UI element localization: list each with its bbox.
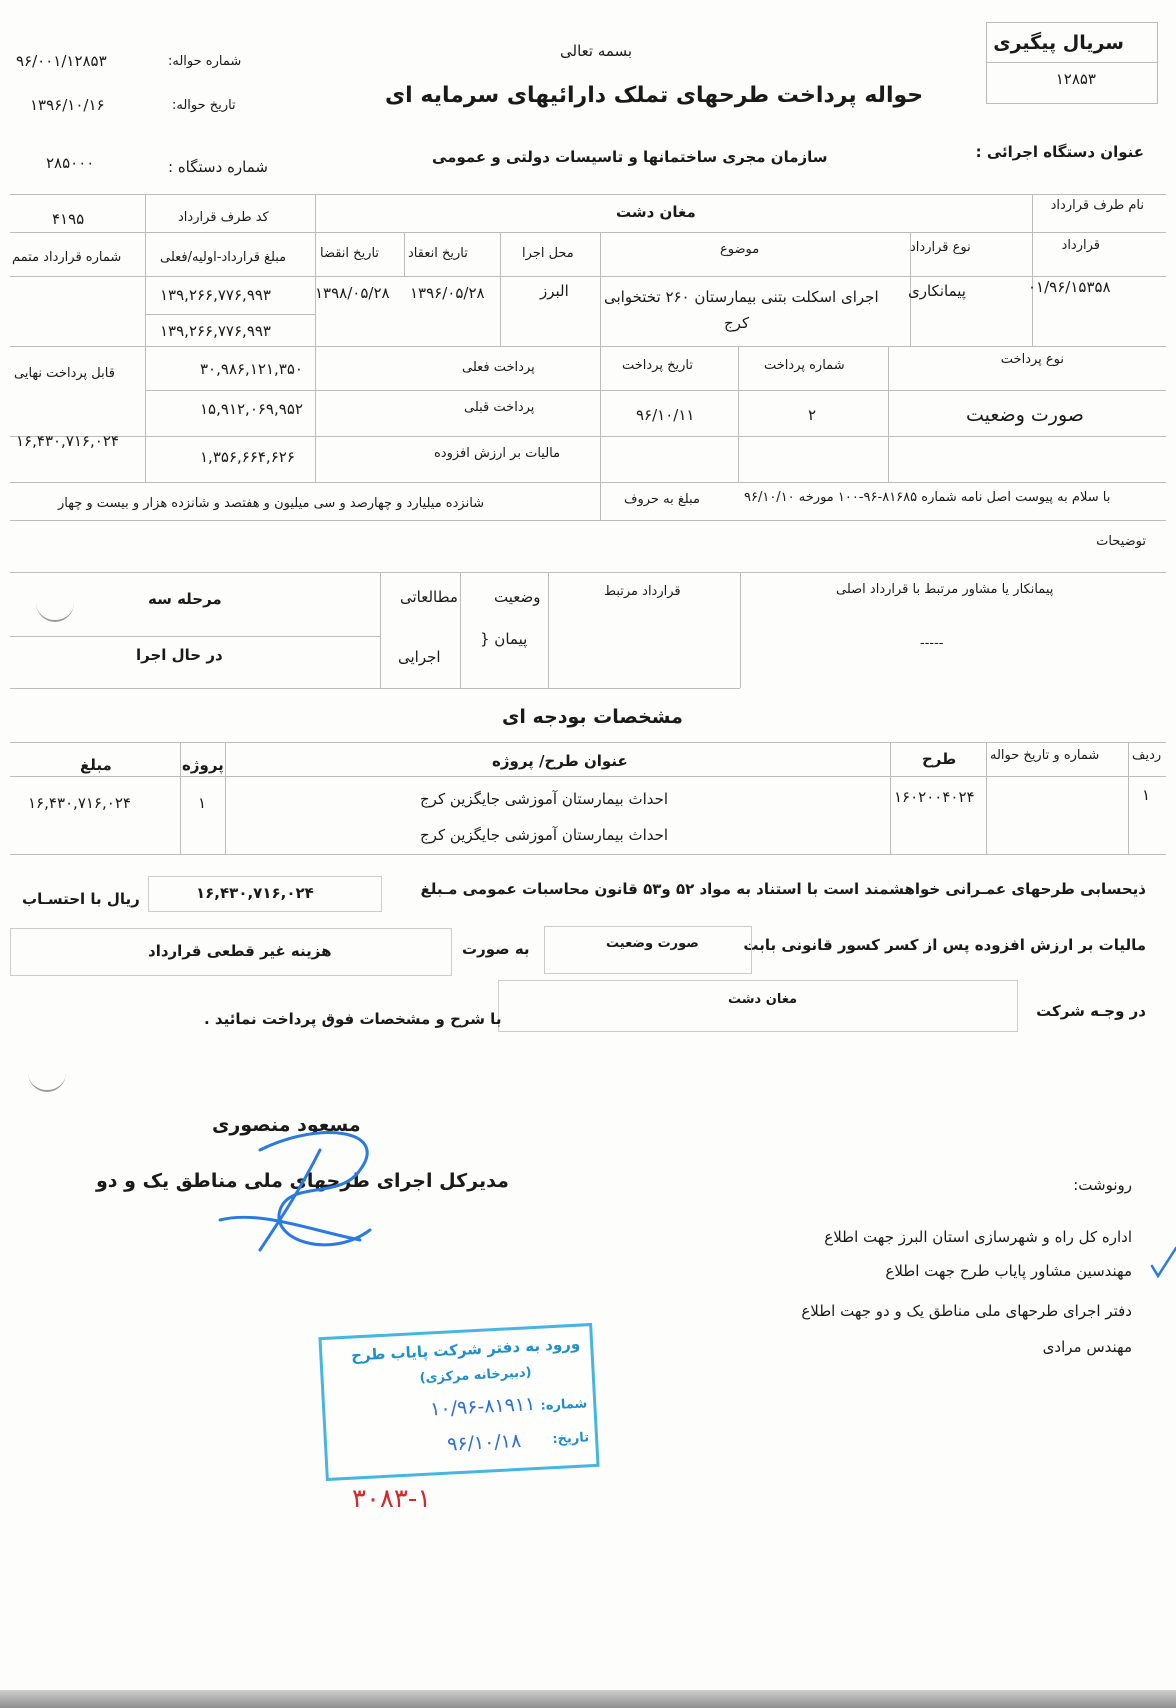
party-code-label: کد طرف قرارداد	[178, 210, 269, 225]
budget-col-project: پروژه	[182, 756, 224, 774]
signatory-name: مسعود منصوری	[212, 1114, 361, 1136]
current-payment-value: ۳۰,۹۸۶,۱۲۱,۳۵۰	[200, 360, 303, 378]
payment-no-value: ۲	[808, 406, 817, 424]
contract-type: پیمانکاری	[908, 282, 966, 300]
final-payment-label: قابل پرداخت نهایی	[14, 366, 115, 381]
reception-stamp	[318, 1323, 599, 1481]
phase-value: مرحله سه	[148, 590, 222, 608]
final-payment-value: ۱۶,۴۳۰,۷۱۶,۰۲۴	[16, 432, 119, 450]
budget-col-amount: مبلغ	[80, 756, 112, 774]
punch-hole	[28, 1064, 66, 1092]
cc-item: مهندسین مشاور پایاب طرح جهت اطلاع	[885, 1262, 1132, 1280]
subject-line1: اجرای اسکلت بتنی بیمارستان ۲۶۰ تختخوابی	[604, 288, 879, 306]
budget-plan-title: احداث بیمارستان آموزشی جایگزین کرج	[420, 790, 669, 808]
order-line2-text: مالیات بر ارزش افزوده پس از کسر کسور قانونی بابت	[743, 936, 1146, 954]
order-line1-amount: ۱۶,۴۳۰,۷۱۶,۰۲۴	[196, 884, 314, 902]
order-line3-company: مغان دشت	[728, 992, 798, 1007]
payment-date-label: تاریخ پرداخت	[622, 358, 693, 373]
order-line2-cost: هزینه غیر قطعی قرارداد	[148, 942, 332, 960]
order-line2-as: به صورت	[462, 940, 530, 958]
status-label: وضعیت	[494, 588, 541, 606]
stamp-no-label: شماره:	[540, 1396, 588, 1414]
related-contract-label: قرارداد مرتبط	[604, 584, 681, 599]
notes-label: توضیحات	[1096, 534, 1146, 549]
budget-row-no: ۱	[1142, 786, 1151, 804]
cc-item: اداره کل راه و شهرسازی استان البرز جهت اطلاع	[824, 1228, 1132, 1246]
budget-col-title: عنوان طرح/ پروژه	[492, 752, 628, 770]
col-place: محل اجرا	[522, 246, 574, 261]
budget-col-plan: طرح	[922, 750, 957, 768]
payment-date-value: ۹۶/۱۰/۱۱	[636, 406, 695, 424]
bismillah: بسمه تعالی	[560, 42, 633, 60]
budget-plan-code: ۱۶۰۲۰۰۴۰۲۴	[894, 788, 975, 806]
contract-brace-label: پیمان {	[480, 630, 528, 648]
previous-payment-label: پرداخت قبلی	[464, 400, 535, 415]
order-line1-suffix: ریال با احتسـاب	[22, 890, 140, 908]
contract-no: ۰۱/۹۶/۱۵۳۵۸	[1028, 278, 1111, 296]
contractor-label: پیمانکار یا مشاور مرتبط با قرارداد اصلی	[836, 582, 1054, 597]
party-name-value: مغان دشت	[616, 203, 696, 221]
scan-edge	[0, 1690, 1176, 1708]
stamp-no-value: ۱۰/۹۶-۸۱۹۱۱	[429, 1393, 536, 1421]
budget-amount: ۱۶,۴۳۰,۷۱۶,۰۲۴	[28, 794, 131, 812]
budget-project-title: احداث بیمارستان آموزشی جایگزین کرج	[420, 826, 669, 844]
col-subject: موضوع	[720, 242, 760, 257]
cc-item: مهندس مرادی	[1042, 1338, 1132, 1356]
payment-no-label: شماره پرداخت	[764, 358, 845, 373]
stamp-line1: ورود به دفتر شرکت پایاب طرح	[350, 1334, 581, 1365]
budget-col-hawaleh: شماره و تاریخ حواله	[990, 748, 1100, 763]
amount-words-value: شانزده میلیارد و چهارصد و سی میلیون و هفتصد و شانزده هزار و بیست و چهار	[58, 496, 485, 511]
handwritten-signature	[200, 1110, 400, 1260]
col-amount: مبلغ قرارداد-اولیه/فعلی	[160, 250, 287, 265]
order-line3-prefix: در وجـه شرکت	[1036, 1002, 1146, 1020]
col-supplement: شماره قرارداد متمم	[12, 250, 122, 265]
red-handwritten-note: ۳۰۸۳-۱	[352, 1484, 432, 1514]
amount-current: ۱۳۹,۲۶۶,۷۷۶,۹۹۳	[160, 322, 271, 340]
hawaleh-no-label: شماره حواله:	[168, 54, 242, 69]
col-contract: قرارداد	[1061, 238, 1100, 253]
tracking-value: ۱۲۸۵۳	[1055, 70, 1096, 88]
end-date: ۱۳۹۸/۰۵/۲۸	[315, 284, 390, 302]
page-title: حواله پرداخت طرحهای تملک دارائیهای سرمایه ای	[385, 83, 924, 108]
vat-label: مالیات بر ارزش افزوده	[434, 446, 561, 461]
amount-initial: ۱۳۹,۲۶۶,۷۷۶,۹۹۳	[160, 286, 271, 304]
amount-words-label: مبلغ به حروف	[624, 492, 700, 507]
budget-project-no: ۱	[198, 794, 207, 812]
vat-value: ۱,۳۵۶,۶۶۴,۶۲۶	[200, 448, 295, 466]
hawaleh-no-value: ۹۶/۰۰۱/۱۲۸۵۳	[16, 52, 107, 70]
sign-date: ۱۳۹۶/۰۵/۲۸	[410, 284, 485, 302]
col-sign-date: تاریخ انعقاد	[408, 246, 468, 261]
col-contract-type: نوع قرارداد	[910, 240, 971, 255]
cc-label: رونوشت:	[1073, 1176, 1132, 1194]
place: البرز	[540, 282, 569, 300]
tracking-label: سریال پیگیری	[993, 32, 1124, 54]
current-payment-label: پرداخت فعلی	[462, 360, 535, 375]
payment-type-label: نوع پرداخت	[1000, 352, 1064, 367]
party-code-value: ۴۱۹۵	[52, 210, 85, 228]
cc-item: دفتر اجرای طرحهای ملی مناطق یک و دو جهت اطلاع	[801, 1302, 1132, 1320]
stamp-date-value: ۹۶/۱۰/۱۸	[446, 1429, 522, 1456]
budget-col-row: ردیف	[1132, 748, 1162, 763]
letter-text: با سلام به پیوست اصل نامه شماره ۸۱۶۸۵-۹۶-۱۰۰ مورخه ۹۶/۱۰/۱۰	[744, 490, 1111, 505]
device-no-label: شماره دستگاه :	[168, 158, 268, 176]
punch-hole	[36, 594, 74, 622]
device-no-value: ۲۸۵۰۰۰	[46, 154, 95, 172]
budget-title: مشخصات بودجه ای	[502, 706, 683, 728]
study-status: مطالعاتی	[400, 588, 458, 606]
device-title-value: سازمان مجری ساختمانها و تاسیسات دولتی و عمومی	[432, 148, 828, 166]
subject-line2: کرج	[724, 314, 750, 332]
col-end-date: تاریخ انقضا	[320, 246, 380, 261]
hawaleh-date-value: ۱۳۹۶/۱۰/۱۶	[30, 96, 105, 114]
device-title-label: عنوان دستگاه اجرائی :	[975, 143, 1144, 161]
party-name-label: نام طرف قرارداد	[1050, 198, 1144, 213]
execution-status: اجرایی	[398, 648, 441, 666]
contractor-value: -----	[920, 636, 944, 651]
stamp-line2: (دبیرخانه مرکزی)	[419, 1365, 532, 1387]
hawaleh-date-label: تاریخ حواله:	[172, 98, 236, 113]
previous-payment-value: ۱۵,۹۱۲,۰۶۹,۹۵۲	[200, 400, 303, 418]
check-mark-icon	[1148, 1244, 1176, 1284]
signatory-position: مدیرکل اجرای طرحهای ملی مناطق یک و دو	[96, 1170, 509, 1192]
order-line3-suffix: با شرح و مشخصات فوق پرداخت نمائید .	[204, 1010, 502, 1028]
order-line2-box-text: صورت وضعیت	[606, 936, 699, 951]
stamp-date-label: تاریخ:	[552, 1430, 590, 1448]
payment-type-value: صورت وضعیت	[966, 404, 1084, 426]
order-line1-text: ذیحسابی طرحهای عمـرانی خواهشمند است با استناد به مواد ۵۲ و۵۳ قانون محاسبات عمومی مـبلغ	[420, 880, 1146, 898]
progress-value: در حال اجرا	[136, 646, 223, 664]
